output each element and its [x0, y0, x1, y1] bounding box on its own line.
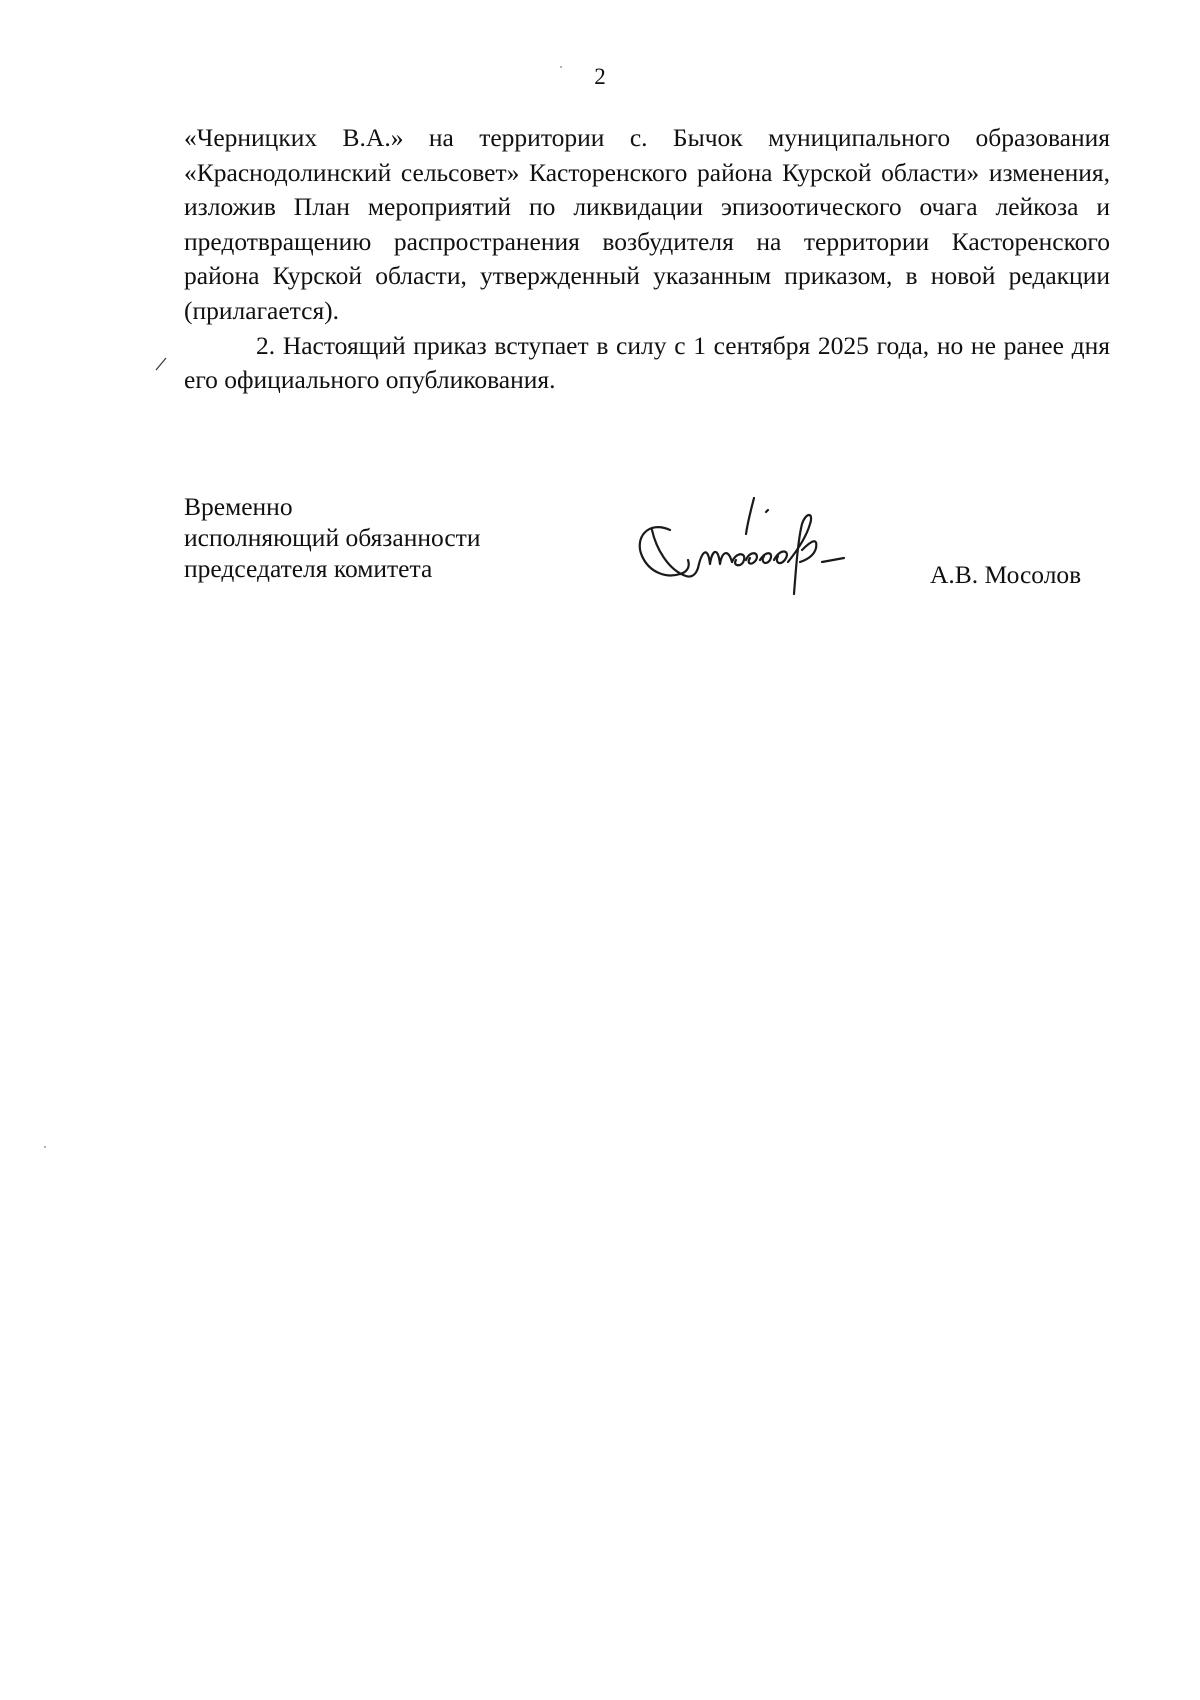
scan-speck — [44, 1146, 46, 1148]
document-body — [184, 121, 1110, 398]
position-line: председателя комитета — [184, 554, 433, 583]
position-line: Временно — [184, 492, 293, 521]
position-line: исполняющий обязанности — [184, 523, 481, 552]
paragraph-effective-date: 2. Настоящий приказ вступает в силу с 1 сентября 2025 года, но не ранее дня его официального опубликования. — [184, 330, 1110, 395]
paragraph-continuation: «Черницких В.А.» на территории с. Бычок муниципального образования «Краснодолинский сельсовет» Касторенского района Курской области» изменения, изложив План мероприятий по ликвидации эпизоотического очага лейкоза и предотвращению распространения возбудителя на территории Касторенского района Курской области, утвержденный указанным приказом, в новой редакции (прилагается). — [184, 123, 1110, 325]
handwritten-signature — [628, 490, 888, 610]
margin-pen-mark — [155, 357, 167, 371]
signatory-position — [184, 491, 480, 584]
signer-name: А.В. Мосолов — [930, 560, 1082, 589]
scan-speck — [560, 66, 562, 68]
page-number: 2 — [594, 64, 606, 89]
